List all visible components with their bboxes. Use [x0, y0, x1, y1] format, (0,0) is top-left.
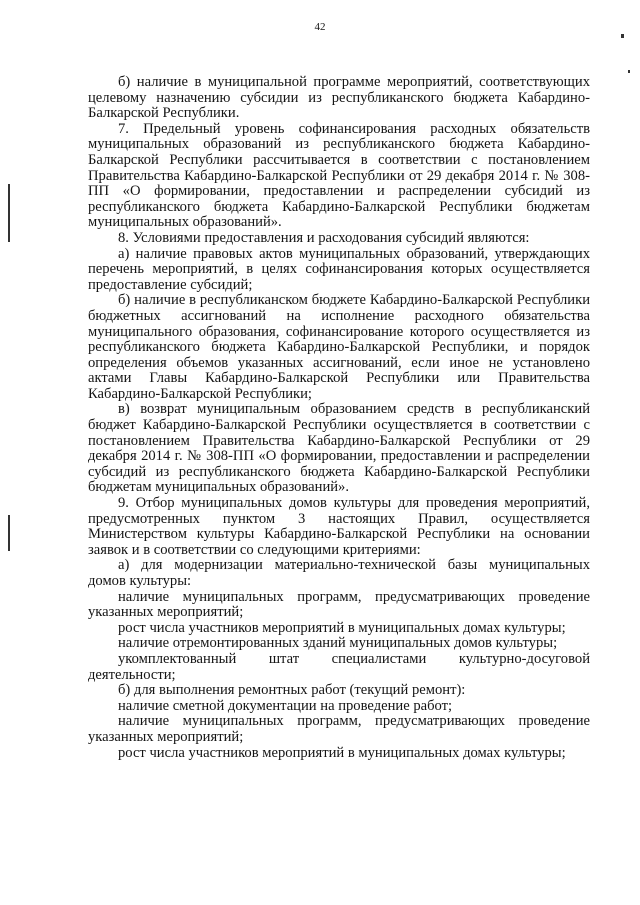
- paragraph: наличие муниципальных программ, предусматривающих проведение указанных мероприятий;: [88, 713, 590, 745]
- paragraph: б) наличие в республиканском бюджете Кабардино-Балкарской Республики бюджетных ассигнований на исполнение расходного обязательства муниципального образования, софинансирование которого осуществляется из республиканского бюджета Кабардино-Балкарской Республики, и порядок определения объемов указанных ассигнований, если иное не установлено актами Главы Кабардино-Балкарской Республики или Правительства Кабардино-Балкарской Республики;: [88, 292, 590, 402]
- page-number: 42: [314, 21, 326, 33]
- paragraph: б) наличие в муниципальной программе мероприятий, соответствующих целевому назначению субсидии из республиканского бюджета Кабардино-Балкарской Республики.: [88, 74, 590, 122]
- paragraph: а) для модернизации материально-технической базы муниципальных домов культуры:: [88, 557, 590, 589]
- paragraph: 7. Предельный уровень софинансирования расходных обязательств муниципальных образований из республиканского бюджета Кабардино-Балкарской Республики рассчитывается в соответствии с постановлением Правительства Кабардино-Балкарской Республики от 29 декабря 2014 г. № 308-ПП «О формировании, предоставлении и распределении субсидий из республиканского бюджета Кабардино-Балкарской Республики бюджетам муниципальных образований».: [88, 120, 590, 231]
- paragraph: рост числа участников мероприятий в муниципальных домах культуры;: [118, 744, 566, 761]
- paragraph: б) для выполнения ремонтных работ (текущий ремонт):: [118, 682, 466, 699]
- paragraph: наличие сметной документации на проведение работ;: [118, 697, 453, 714]
- scan-mark-right: [628, 70, 630, 73]
- paragraph: а) наличие правовых актов муниципальных образований, утверждающих перечень мероприятий, в целях софинансирования которых осуществляется предоставление субсидий;: [88, 245, 590, 293]
- paragraph: наличие муниципальных программ, предусматривающих проведение указанных мероприятий;: [88, 588, 590, 621]
- paragraph: рост числа участников мероприятий в муниципальных домах культуры;: [118, 619, 566, 636]
- document-body: [88, 75, 590, 761]
- paragraph: 8. Условиями предоставления и расходования субсидий являются:: [118, 229, 530, 246]
- paragraph: в) возврат муниципальным образованием средств в республиканский бюджет Кабардино-Балкарской Республики осуществляется в соответствии с постановлением Правительства Кабардино-Балкарской Республики от 29 декабря 2014 г. № 308-ПП «О формировании, предоставлении и распределении субсидий из республиканского бюджета Кабардино-Балкарской Республики бюджетам муниципальных образований».: [88, 401, 590, 496]
- paragraph: укомплектованный штат специалистами культурно-досуговой деятельности;: [88, 650, 590, 683]
- paragraph: наличие отремонтированных зданий муниципальных домов культуры;: [118, 635, 558, 652]
- scan-mark-left-edge: [8, 184, 10, 242]
- scan-mark-left-edge-lower: [8, 515, 10, 551]
- paragraph: 9. Отбор муниципальных домов культуры для проведения мероприятий, предусмотренных пунктом 3 настоящих Правил, осуществляется Министерством культуры Кабардино-Балкарской Республики на основании заявок и в соответствии со следующими критериями:: [88, 495, 590, 558]
- scan-mark-top-right: [621, 34, 624, 38]
